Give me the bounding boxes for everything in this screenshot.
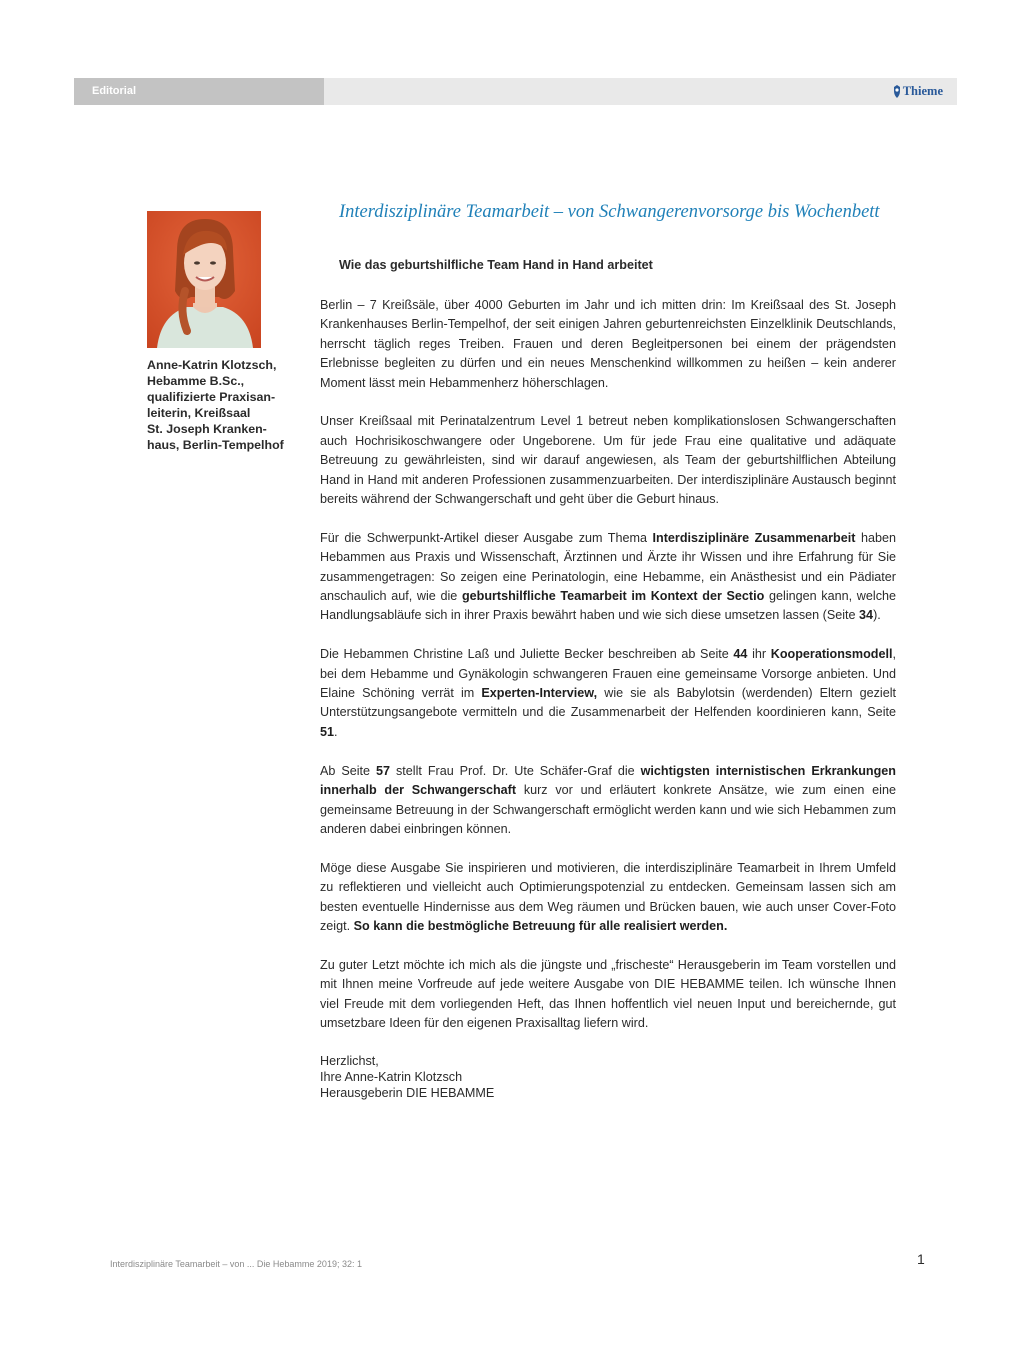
logo-text: Thieme [902,84,943,98]
footer-citation: Interdisziplinäre Teamarbeit – von ... Die Hebamme 2019; 32: 1 [110,1259,362,1269]
emphasis-text: Experten-Interview, [481,686,598,701]
paragraph-text: haben Hebammen aus Praxis und Wissenschaft, Ärztinnen und Ärzte ihr Wissen und ihre Erfahrung für Sie zusammengetragen: So zeigen eine Perinatologin, eine Hebamme, ein Anästhesist und ein Pädiater anschaulich auf, wie die [320,530,896,604]
section-label: Editorial [74,78,324,105]
emphasis-text: 44 [733,647,748,662]
article-body [320,296,896,1101]
paragraph-text: Für die Schwerpunkt-Artikel dieser Ausgabe zum Thema [320,530,653,545]
caption-line: St. Joseph Kranken- [147,422,267,436]
page-number: 1 [917,1251,925,1267]
paragraph-text: ). [873,608,881,623]
article-title: Interdisziplinäre Teamarbeit – von Schwangerenvorsorge bis Wochenbett [339,202,880,222]
signoff-line: Ihre Anne-Katrin Klotzsch [320,1069,463,1084]
paragraph-text: Ab Seite [320,763,377,778]
article-subtitle: Wie das geburtshilfliche Team Hand in Hand arbeitet [339,258,653,272]
paragraph-text: wie sie als Babylotsin (werdenden) Eltern gezielt Unterstützungsangebote vermitteln und die Zusammenarbeit der Helfenden koordinieren kann, Seite [320,686,897,720]
caption-line: Anne-Katrin Klotzsch, [147,358,277,372]
signoff-line: Herzlichst, [320,1053,379,1068]
thieme-logo[interactable] [892,78,943,105]
caption-line: haus, Berlin-Tempelhof [147,438,284,452]
paragraph [320,645,896,742]
paragraph [320,296,896,393]
author-caption [147,357,287,453]
paragraph-text: Möge diese Ausgabe Sie inspirieren und motivieren, die interdisziplinäre Teamarbeit in Ihrem Umfeld zu reflektieren und vielleicht auch Optimierungspotenzial zu entdecken. Gemeinsam lassen sich am besten eventuelle Hindernisse aus dem Weg räumen und Brücken bauen, wie auch unser Cover-Foto zeigt. [320,860,896,933]
paragraph-text: , bei dem Hebamme und Gynäkologin schwangeren Frauen eine gemeinsame Vorsorge anbieten. Und Elaine Schöning verrät im [320,647,896,701]
paragraph-text: gelingen kann, welche Handlungsabläufe sich in ihrer Praxis bewährt haben und wie sich diese umsetzen lassen (Seite [320,589,896,623]
paragraph-text: . [334,724,338,739]
caption-line: Hebamme B.Sc., [147,374,245,388]
caption-line: leiterin, Kreißsaal [147,406,251,420]
emphasis-text: 57 [376,763,391,778]
header-bar [74,78,957,105]
paragraph-text: Unser Kreißsaal mit Perinatalzentrum Level 1 betreut neben komplikationslosen Schwangerschaften auch Hochrisikoschwangere oder Ungeborene. Um für jede Frau eine qualitative und adäquate Betreuung zu gewährleisten, sind wir darauf angewiesen, als Team der geburtshilflichen Abteilung Hand in Hand mit anderen Professionen zusammenzuarbeiten. Der interdisziplinäre Austausch beginnt bereits während der Schwangerschaft und geht über die Geburt hinaus. [320,414,896,507]
emphasis-text: wichtigsten internistischen Erkrankungen innerhalb der Schwangerschaft [320,763,897,798]
paragraph [320,859,896,937]
paragraph-text: Zu guter Letzt möchte ich mich als die jüngste und „frischeste“ Herausgeberin im Team vorstellen und mit Ihnen meine Vorfreude auf jede weitere Ausgabe von DIE HEBAMME teilen. Ich wünsche Ihnen viel Freude mit dem vorliegenden Heft, das Ihnen hoffentlich viel neuen Input und bereichernde, gut umsetzbare Ideen für den eigenen Praxisalltag liefern wird. [320,957,896,1030]
author-portrait [147,211,261,348]
caption-line: qualifizierte Praxisan- [147,390,276,404]
paragraph-text: kurz vor und erläutert konkrete Ansätze, wie zum einen eine gemeinsame Betreuung in der Schwangerschaft ermöglicht werden kann und wie sich Hebammen zum anderen dabei einbringen können. [320,783,896,836]
paragraph-text: ihr [747,647,771,662]
paragraph-text: Berlin – 7 Kreißsäle, über 4000 Geburten im Jahr und ich mitten drin: Im Kreißsaal des St. Joseph Krankenhauses Berlin-Tempelhof, der seit einigen Jahren geburtenreichsten Einzelklinik Deutschlands, herrscht täglich reges Treiben. Frauen und deren Begleitpersonen bei einem der prägendsten Erlebnisse begleiten zu dürfen und ein neues Menschenkind willkommen zu heißen – kein anderer Moment lässt mein Hebammenherz höherschlagen. [320,298,896,390]
paragraph [320,412,896,509]
paragraph [320,956,896,1034]
emphasis-text: 34 [859,608,874,623]
paragraph-text: Die Hebammen Christine Laß und Juliette Becker beschreiben ab Seite [320,647,734,662]
signoff [320,1053,896,1101]
emphasis-text: So kann die bestmögliche Betreuung für alle realisiert werden. [353,918,728,933]
emphasis-text: Kooperationsmodell [770,647,893,662]
paragraph [320,762,896,840]
emphasis-text: geburtshilfliche Teamarbeit im Kontext der Sectio [461,589,765,604]
signoff-line: Herausgeberin DIE HEBAMME [320,1085,495,1100]
emphasis-text: 51 [320,724,335,739]
paragraph-text: stellt Frau Prof. Dr. Ute Schäfer-Graf die [390,763,641,778]
emphasis-text: Interdisziplinäre Zusammenarbeit [652,530,856,545]
paragraph-list [320,296,896,1033]
thieme-logo-icon [892,85,902,98]
paragraph [320,529,896,626]
